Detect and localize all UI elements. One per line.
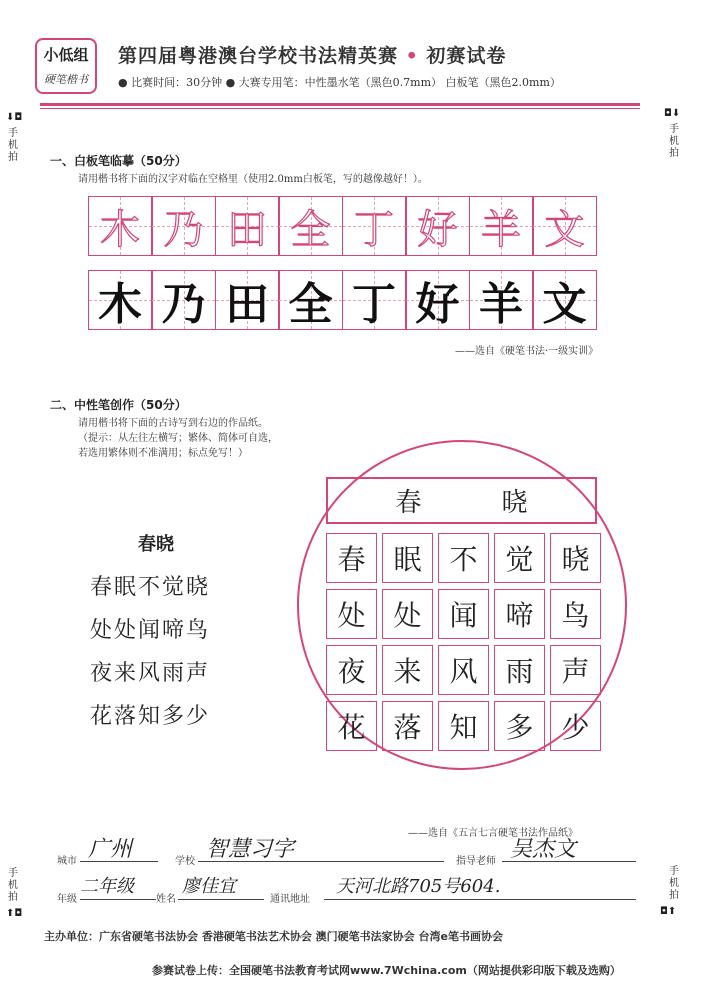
work-grid-row: [326, 645, 601, 695]
model-cell: [88, 196, 153, 256]
model-cell: [278, 196, 343, 256]
written-char: 乃: [161, 279, 206, 330]
work-char-cell: 春: [326, 533, 377, 583]
address-label: 通讯地址: [270, 894, 310, 905]
work-char-cell: 来: [382, 645, 433, 695]
written-char: 丁: [352, 279, 396, 330]
model-cell: [532, 196, 597, 256]
exam-info: ● 比赛时间：30分钟 ● 大赛专用笔：中性墨水笔（黑色0.7mm） 白板笔（黑色2.0mm）: [118, 76, 561, 89]
work-char-cell: 雨: [494, 645, 545, 695]
school-field[interactable]: [198, 837, 444, 862]
model-char: 乃: [163, 206, 204, 253]
phone-photo-label-left-bottom: 手机拍: [8, 868, 18, 903]
written-char: 羊: [479, 279, 523, 330]
city-field[interactable]: [80, 837, 158, 862]
written-cell: [342, 270, 407, 330]
written-cell: [151, 270, 216, 330]
phone-photo-label-right-bottom: 手机拍: [669, 866, 679, 901]
work-grid-row: [326, 589, 601, 639]
work-grid-row: [326, 533, 601, 583]
address-value: 天河北路705号604.: [336, 876, 501, 897]
model-char: 全: [290, 206, 331, 253]
work-char-cell: 少: [550, 701, 601, 751]
poem-line: 处处闻啼鸟: [90, 618, 211, 643]
header-rule-thin: [40, 108, 640, 109]
section2-instruction: [78, 416, 278, 461]
page-title: [118, 41, 506, 68]
work-char-cell: 眠: [382, 533, 433, 583]
written-char: 全: [288, 279, 333, 330]
instruction-line: 若选用繁体则不准满用；标点免写！）: [78, 448, 248, 459]
written-cell: [278, 270, 343, 330]
work-char-grid: [326, 533, 601, 757]
work-char-cell: 闻: [438, 589, 489, 639]
written-cell: [469, 270, 534, 330]
poem-title: 春晓: [138, 534, 174, 555]
work-grid-row: [326, 701, 601, 751]
section2-source: ——选自《五言七言硬笔书法作品纸》: [408, 828, 578, 839]
model-char: 好: [417, 206, 458, 253]
written-cell: [405, 270, 470, 330]
written-char: 好: [415, 279, 460, 330]
city-label: 城市: [57, 856, 77, 867]
grade-value: 二年级: [80, 876, 134, 897]
poem-line: 春眠不觉晓: [90, 575, 211, 600]
section1-heading: 一、白板笔临摹（50分）: [50, 154, 187, 168]
work-char-cell: 鸟: [550, 589, 601, 639]
camera-icon-left-bottom: ⬆◘: [6, 908, 23, 919]
written-cell: [532, 270, 597, 330]
model-char: 丁: [354, 206, 394, 253]
work-char-cell: 花: [326, 701, 377, 751]
work-char-cell: 声: [550, 645, 601, 695]
school-value: 智慧习字: [206, 837, 295, 862]
upload-notice: 参赛试卷上传：全国硬笔书法教育考试网www.7Wchina.com（网站提供彩印版下载及选购）: [152, 964, 621, 977]
teacher-label: 指导老师: [456, 856, 496, 867]
model-cell: [151, 196, 216, 256]
instruction-line: 请用楷书将下面的古诗写到右边的作品纸。: [78, 418, 268, 429]
poem-text: [90, 566, 210, 738]
badge-group-label: 小低组: [43, 46, 89, 64]
camera-icon-right-bottom: ◘⬆: [660, 906, 677, 917]
work-char-cell: 知: [438, 701, 489, 751]
work-title-char: 晓: [501, 488, 528, 518]
model-char: 田: [227, 206, 267, 253]
written-char-grid: [89, 270, 597, 330]
work-char-cell: 不: [438, 533, 489, 583]
written-char: 田: [225, 279, 269, 330]
model-char: 羊: [481, 206, 521, 253]
title-dot: •: [405, 45, 419, 67]
grade-label: 年级: [57, 894, 77, 905]
phone-photo-label-left-top: 手机拍: [8, 128, 18, 163]
badge-style-label: 硬笔楷书: [44, 73, 88, 86]
written-cell: [88, 270, 153, 330]
work-char-cell: 风: [438, 645, 489, 695]
written-char: 文: [542, 279, 587, 330]
model-cell: [469, 196, 534, 256]
work-title-banner: [326, 477, 597, 524]
work-char-cell: 多: [494, 701, 545, 751]
header-rule: [40, 103, 640, 106]
name-value: 廖佳宜: [182, 876, 236, 897]
section2-heading: 二、中性笔创作（50分）: [50, 398, 187, 412]
instruction-line: （提示：从左往左横写；繁体、简体可自选，: [78, 433, 278, 444]
work-char-cell: 夜: [326, 645, 377, 695]
name-label: 姓名: [156, 894, 176, 905]
poem-line: 花落知多少: [90, 704, 211, 729]
work-title-char: 春: [395, 488, 422, 518]
organizers: 主办单位：广东省硬笔书法协会 香港硬笔书法艺术协会 澳门硬笔书法家协会 台湾e笔书画协会: [44, 930, 503, 943]
grade-field[interactable]: [80, 876, 156, 900]
work-char-cell: 晓: [550, 533, 601, 583]
model-cell: [405, 196, 470, 256]
title-main: 第四届粤港澳台学校书法精英赛: [118, 45, 399, 67]
city-value: 广州: [88, 837, 133, 862]
phone-photo-label-right-top: 手机拍: [669, 124, 679, 159]
model-char: 木: [100, 206, 140, 253]
section1-instruction: 请用楷书将下面的汉字对临在空格里（使用2.0mm白板笔，写的越像越好！）。: [78, 174, 428, 185]
address-field[interactable]: [324, 876, 636, 900]
written-char: 木: [98, 279, 142, 330]
teacher-field[interactable]: [502, 837, 636, 862]
work-char-cell: 落: [382, 701, 433, 751]
title-suffix: 初赛试卷: [426, 45, 507, 67]
model-cell: [215, 196, 280, 256]
model-char-grid: [89, 196, 597, 256]
name-field[interactable]: [178, 876, 264, 900]
school-label: 学校: [175, 856, 195, 867]
camera-icon-left-top: ⬇◘: [6, 112, 23, 123]
camera-icon-right-top: ◘⬇: [664, 108, 681, 119]
work-char-cell: 处: [382, 589, 433, 639]
group-badge: [35, 38, 97, 94]
section1-source: ——选自《硬笔书法·一级实训》: [455, 346, 599, 357]
model-char: 文: [544, 206, 585, 253]
work-char-cell: 啼: [494, 589, 545, 639]
teacher-value: 吴杰文: [510, 837, 577, 862]
work-char-cell: 处: [326, 589, 377, 639]
poem-line: 夜来风雨声: [90, 661, 211, 686]
model-cell: [342, 196, 407, 256]
written-cell: [215, 270, 280, 330]
work-char-cell: 觉: [494, 533, 545, 583]
